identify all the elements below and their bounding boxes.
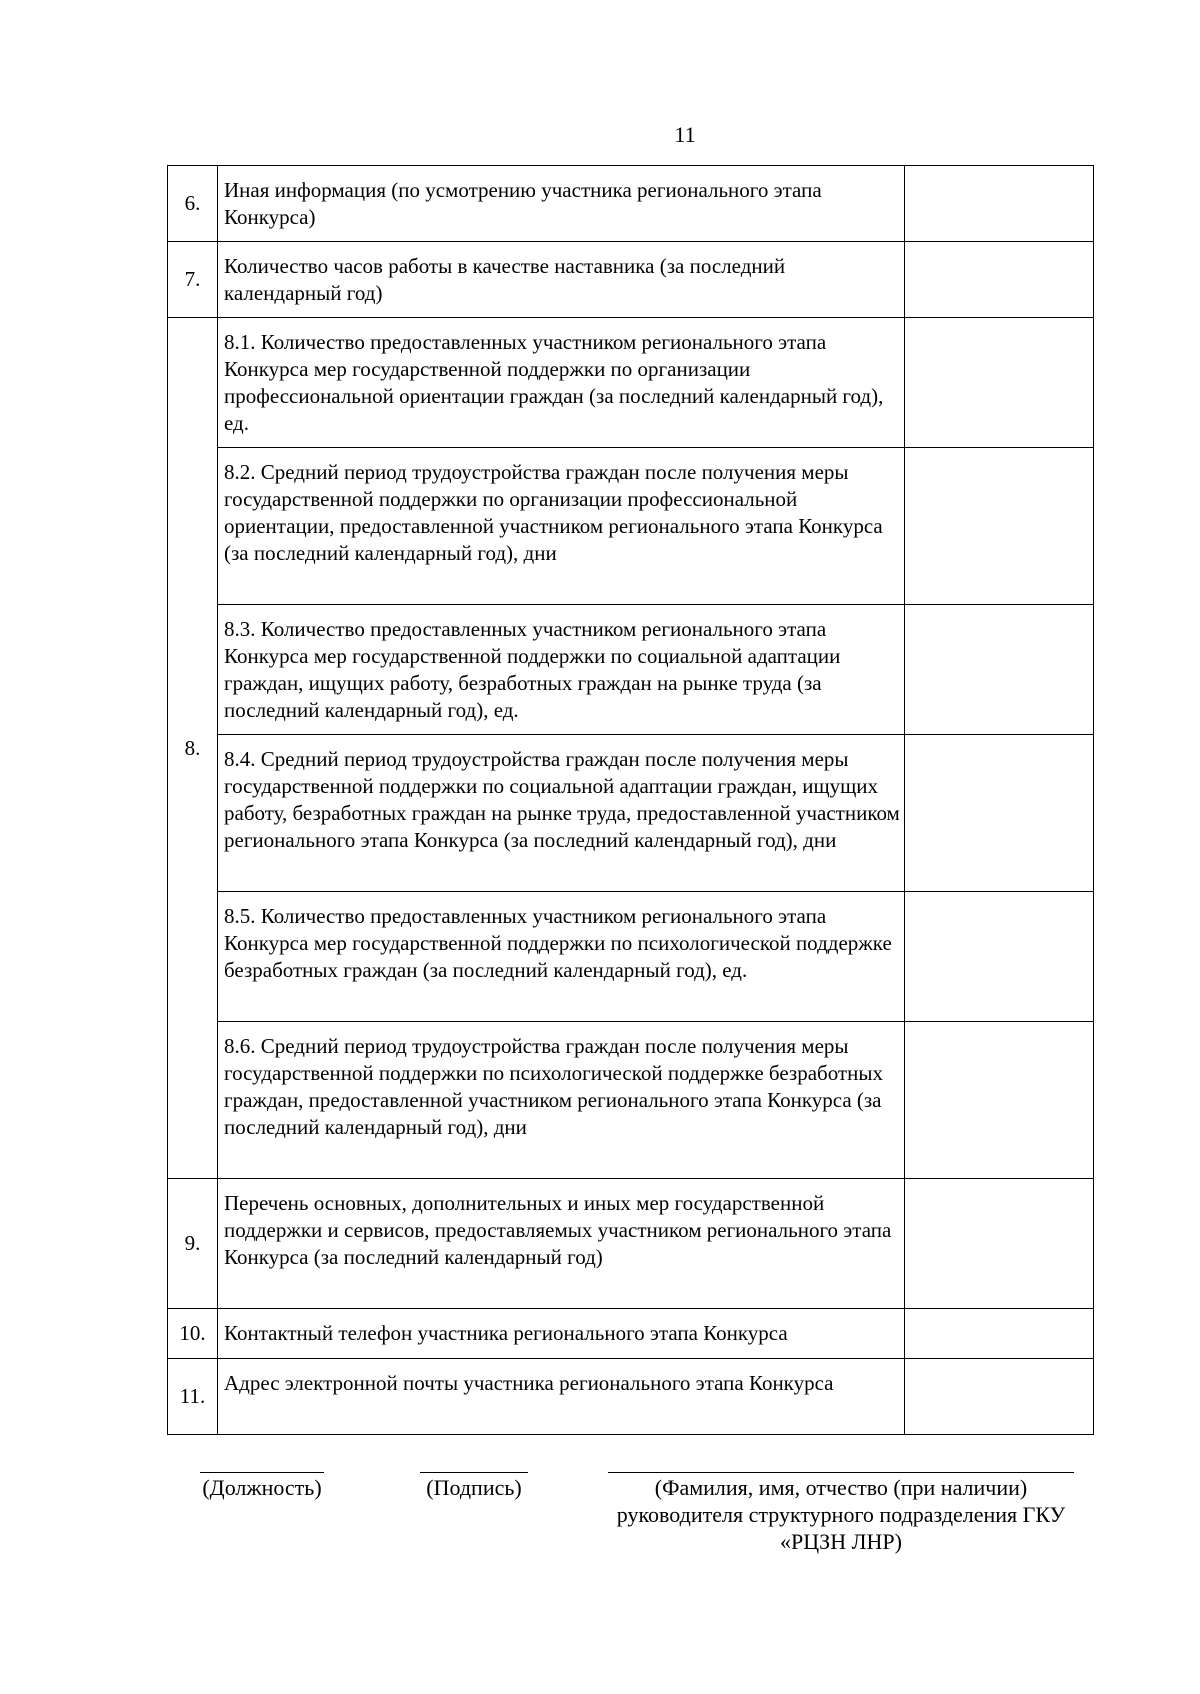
row-label: 8.4. Средний период трудоустройства граждан после получения меры государственной поддержки по социальной адаптации граждан, ищущих работу, безработных граждан на рынке труда, предоставленной участником регионального этапа Конкурса (за последний календарный год), дни: [218, 735, 905, 892]
row-label: Контактный телефон участника регионального этапа Конкурса: [218, 1309, 905, 1359]
row-label: Перечень основных, дополнительных и иных мер государственной поддержки и сервисов, предоставляемых участником регионального этапа Конкурса (за последний календарный год): [218, 1179, 905, 1309]
row-number: 10.: [168, 1309, 218, 1359]
row-label: Количество часов работы в качестве наставника (за последний календарный год): [218, 242, 905, 318]
page-number: 11: [674, 122, 696, 147]
row-label: 8.3. Количество предоставленных участником регионального этапа Конкурса мер государственной поддержки по социальной адаптации граждан, ищущих работу, безработных граждан на рынке труда (за последний календарный год), ед.: [218, 605, 905, 735]
value-cell[interactable]: [905, 1179, 1094, 1309]
value-cell[interactable]: [905, 166, 1094, 242]
signature-label: (Подпись): [426, 1475, 522, 1500]
row-number: 7.: [168, 242, 218, 318]
fullname-label: (Фамилия, имя, отчество (при наличии) руководителя структурного подразделения ГКУ «РЦЗН ЛНР): [616, 1475, 1066, 1554]
value-cell[interactable]: [905, 448, 1094, 605]
table-row: [168, 1179, 1094, 1309]
table-row: [168, 1359, 1094, 1435]
row-number: 6.: [168, 166, 218, 242]
table-row: [168, 892, 1094, 1022]
row-label: 8.1. Количество предоставленных участником регионального этапа Конкурса мер государственной поддержки по организации профессиональной ориентации граждан (за последний календарный год), ед.: [218, 318, 905, 448]
table-row: [168, 735, 1094, 892]
position-line[interactable]: [200, 1472, 324, 1473]
fullname-line[interactable]: [608, 1472, 1074, 1473]
row-number: 9.: [168, 1179, 218, 1309]
signature-line[interactable]: [420, 1472, 528, 1473]
application-form-table: [167, 165, 1094, 1435]
row-number: 11.: [168, 1359, 218, 1435]
row-label: Адрес электронной почты участника регионального этапа Конкурса: [218, 1359, 905, 1435]
value-cell[interactable]: [905, 242, 1094, 318]
row-number: 8.: [168, 318, 218, 1179]
table-row: [168, 242, 1094, 318]
value-cell[interactable]: [905, 1309, 1094, 1359]
table-row: [168, 166, 1094, 242]
row-label: 8.2. Средний период трудоустройства граждан после получения меры государственной поддержки по организации профессиональной ориентации, предоставленной участником регионального этапа Конкурса (за последний календарный год), дни: [218, 448, 905, 605]
row-label: Иная информация (по усмотрению участника регионального этапа Конкурса): [218, 166, 905, 242]
row-label: 8.5. Количество предоставленных участником регионального этапа Конкурса мер государственной поддержки по психологической поддержке безработных граждан (за последний календарный год), ед.: [218, 892, 905, 1022]
table-row: [168, 605, 1094, 735]
row-label: 8.6. Средний период трудоустройства граждан после получения меры государственной поддержки по психологической поддержке безработных граждан, предоставленной участником регионального этапа Конкурса (за последний календарный год), дни: [218, 1022, 905, 1179]
position-label: (Должность): [202, 1475, 322, 1500]
table-row: [168, 1022, 1094, 1179]
value-cell[interactable]: [905, 1359, 1094, 1435]
table-row: [168, 448, 1094, 605]
value-cell[interactable]: [905, 605, 1094, 735]
value-cell[interactable]: [905, 892, 1094, 1022]
table-row: [168, 318, 1094, 448]
value-cell[interactable]: [905, 1022, 1094, 1179]
value-cell[interactable]: [905, 318, 1094, 448]
value-cell[interactable]: [905, 735, 1094, 892]
table-row: [168, 1309, 1094, 1359]
